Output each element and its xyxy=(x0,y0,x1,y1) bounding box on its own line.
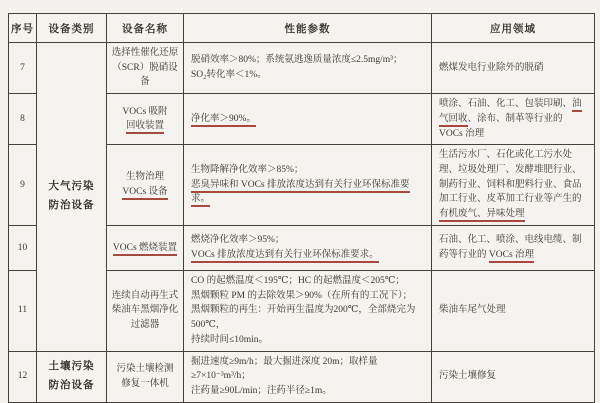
cell-index: 9 xyxy=(9,145,37,226)
text-segment: 污染土壤修复 xyxy=(439,371,497,382)
text-segment-underlined: 有机废气、异味处理 xyxy=(439,209,525,222)
text-segment-underlined: VOCs 设备 xyxy=(122,187,167,200)
text-segment: 选择性催化还原 xyxy=(111,48,179,58)
text-segment: 石油、化工、喷涂、电线电缆、制药等行业的 xyxy=(439,235,582,260)
cell-application-field xyxy=(432,270,595,351)
text-segment: 注药量≥90L/min；注药半径≥1m。 xyxy=(191,385,332,396)
cell-application-field xyxy=(432,351,595,402)
text-segment: 黑烟颗粒的再生：开始再生温度为200℃，全部烧完为500℃， xyxy=(191,305,416,331)
text-segment-underlined: VOCs 排放浓度达到有关行业环保标准要求。 xyxy=(191,250,379,263)
column-header-name: 设备名称 xyxy=(107,14,184,43)
text-segment: 持续时间≤10min。 xyxy=(191,334,268,345)
column-header-application: 应用领域 xyxy=(432,14,595,43)
table-header-row xyxy=(9,14,595,43)
text-segment-underlined: 净化率＞90%。 xyxy=(191,114,256,127)
cell-index: 12 xyxy=(9,351,37,402)
cell-equipment-name xyxy=(107,145,184,226)
cell-category: 大气污染防治设备 xyxy=(37,43,107,352)
text-segment: 柴油车黑烟净化 xyxy=(111,305,179,316)
cell-performance-params xyxy=(184,225,432,270)
cell-performance-params xyxy=(184,351,432,402)
cell-performance-params xyxy=(184,145,432,226)
text-segment: 柴油车尾气处理 xyxy=(439,305,506,316)
text-segment: 修复一体机 xyxy=(121,378,169,389)
text-segment: 黑烟颗粒 PM 的去除效果＞90%（在所有的工况下）； xyxy=(191,290,413,301)
text-segment: VOCs 吸附 xyxy=(122,106,168,117)
text-segment: 连续自动再生式 xyxy=(111,290,179,301)
table-row xyxy=(9,43,595,94)
cell-application-field xyxy=(432,145,595,226)
cell-equipment-name xyxy=(107,94,184,145)
cell-index: 10 xyxy=(9,225,37,270)
text-segment: 、涂布、制革等行业的 VOCs 治理 xyxy=(439,113,563,139)
column-header-category: 设备类别 xyxy=(37,14,107,43)
cell-equipment-name xyxy=(107,225,184,270)
cell-performance-params xyxy=(184,43,432,94)
text-segment: 脱硝效率＞80%；系统氨逃逸质量浓度≤2.5mg/m³； xyxy=(191,55,403,66)
column-header-params: 性能参数 xyxy=(184,14,432,43)
text-segment: 过滤器 xyxy=(130,320,160,331)
text-segment: 生物降解净化效率＞85%； xyxy=(191,165,304,176)
cell-application-field xyxy=(432,225,595,270)
text-segment: CO 的起燃温度＜195℃；HC 的起燃温度＜205℃； xyxy=(191,275,405,286)
table-body xyxy=(9,43,595,403)
text-segment: （SCR）脱硝设备 xyxy=(112,62,178,88)
text-segment: 生活污水厂、石化或化工污水处理、垃圾处理厂、发酵堆肥行业、制药行业、饲料和肥料行业、食品加工行业、皮革加工行业等产生的 xyxy=(439,150,582,205)
cell-index: 7 xyxy=(9,43,37,94)
cell-equipment-name xyxy=(107,43,184,94)
cell-index: 11 xyxy=(9,270,37,351)
equipment-table xyxy=(8,13,595,403)
text-segment-underlined: VOCs 治理 xyxy=(489,250,534,263)
text-segment-underlined: 恶臭异味和 VOCs 排放浓度达到有关行业环保标准要求。 xyxy=(191,180,410,208)
text-segment: 污染土壤检测 xyxy=(116,363,174,374)
cell-equipment-name xyxy=(107,351,184,402)
cell-performance-params xyxy=(184,270,432,351)
cell-category: 土壤污染防治设备 xyxy=(37,351,107,402)
text-segment: SO₂转化率＜1%。 xyxy=(191,70,267,81)
cell-index: 8 xyxy=(9,94,37,145)
cell-equipment-name xyxy=(107,270,184,351)
table-row xyxy=(9,351,595,402)
text-segment: 喷涂、石油、化工、包装印刷、 xyxy=(439,99,573,110)
cell-application-field xyxy=(432,94,595,145)
text-segment: 燃煤发电行业除外的脱硝 xyxy=(439,62,544,73)
text-segment: 燃烧净化效率＞95%； xyxy=(191,235,285,246)
cell-performance-params xyxy=(184,94,432,145)
cell-application-field xyxy=(432,43,595,94)
text-segment-underlined: 油气回收 xyxy=(439,99,582,127)
text-segment: 生物治理 xyxy=(125,172,164,183)
text-segment: 掘进速度≥9m/h；最大掘进深度 20m；取样量≥7×10⁻³m³/h； xyxy=(191,356,378,382)
text-segment-underlined: VOCs 燃烧装置 xyxy=(113,243,177,256)
column-header-index: 序号 xyxy=(9,14,37,43)
text-segment-underlined: 回收装置 xyxy=(126,121,164,134)
